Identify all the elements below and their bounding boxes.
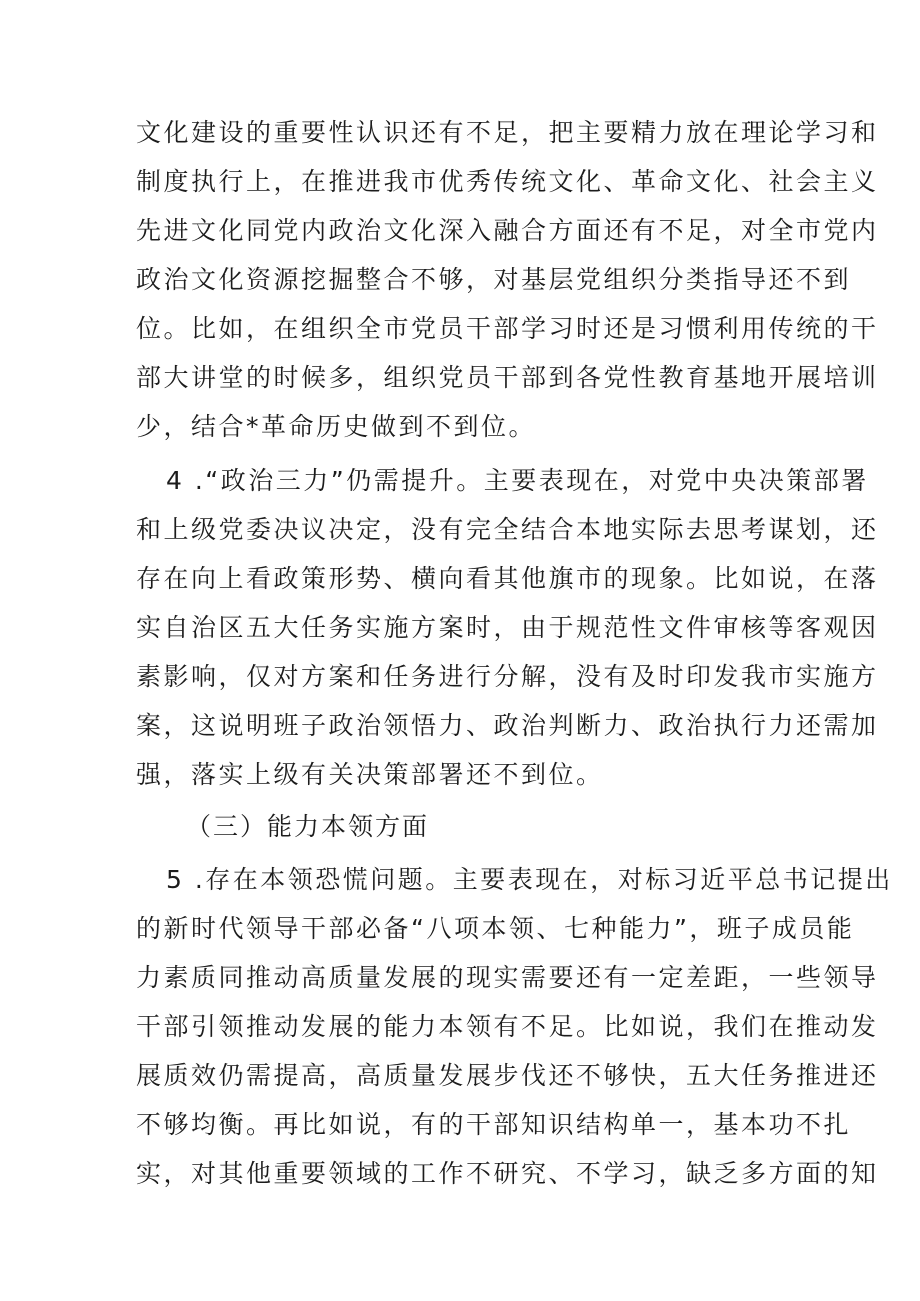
text-line: 素影响，仅对方案和任务进行分解，没有及时印发我市实施方 — [136, 662, 879, 691]
text-line: 位。比如，在组织全市党员干部学习时还是习惯利用传统的干 — [136, 314, 879, 343]
text-line: 实自治区五大任务实施方案时，由于规范性文件审核等客观因 — [136, 613, 879, 642]
text-line: 不够均衡。再比如说，有的干部知识结构单一，基本功不扎 — [136, 1110, 852, 1139]
text-line: 实，对其他重要领域的工作不研究、不学习，缺乏多方面的知 — [136, 1159, 879, 1188]
text-line: 少，结合*革命历史做到不到位。 — [136, 412, 537, 441]
text-line: 强，落实上级有关决策部署还不到位。 — [136, 760, 604, 789]
section-heading: （三）能力本领方面 — [186, 812, 430, 841]
text-line: 制度执行上，在推进我市优秀传统文化、革命文化、社会主义 — [136, 167, 879, 196]
text-line: 先进文化同党内政治文化深入融合方面还有不足，对全市党内 — [136, 216, 879, 245]
text-line: 和上级党委决议决定，没有完全结合本地实际去思考谋划，还 — [136, 515, 879, 544]
text-line: 存在向上看政策形势、横向看其他旗市的现象。比如说，在落 — [136, 564, 879, 593]
paragraph-heading-line: 5 .存在本领恐慌问题。主要表现在，对标习近平总书记提出 — [166, 865, 893, 894]
text-line: 的新时代领导干部必备“八项本领、七种能力”，班子成员能 — [136, 914, 855, 943]
paragraph-heading-line: 4 .“政治三力”仍需提升。主要表现在，对党中央决策部署 — [166, 466, 869, 495]
text-line: 文化建设的重要性认识还有不足，把主要精力放在理论学习和 — [136, 118, 879, 147]
text-line: 案，这说明班子政治领悟力、政治判断力、政治执行力还需加 — [136, 711, 879, 740]
text-line: 政治文化资源挖掘整合不够，对基层党组织分类指导还不到 — [136, 265, 852, 294]
text-line: 干部引领推动发展的能力本领有不足。比如说，我们在推动发 — [136, 1012, 879, 1041]
text-line: 部大讲堂的时候多，组织党员干部到各党性教育基地开展培训 — [136, 363, 879, 392]
text-line: 展质效仍需提高，高质量发展步伐还不够快，五大任务推进还 — [136, 1061, 879, 1090]
text-line: 力素质同推动高质量发展的现实需要还有一定差距，一些领导 — [136, 963, 879, 992]
